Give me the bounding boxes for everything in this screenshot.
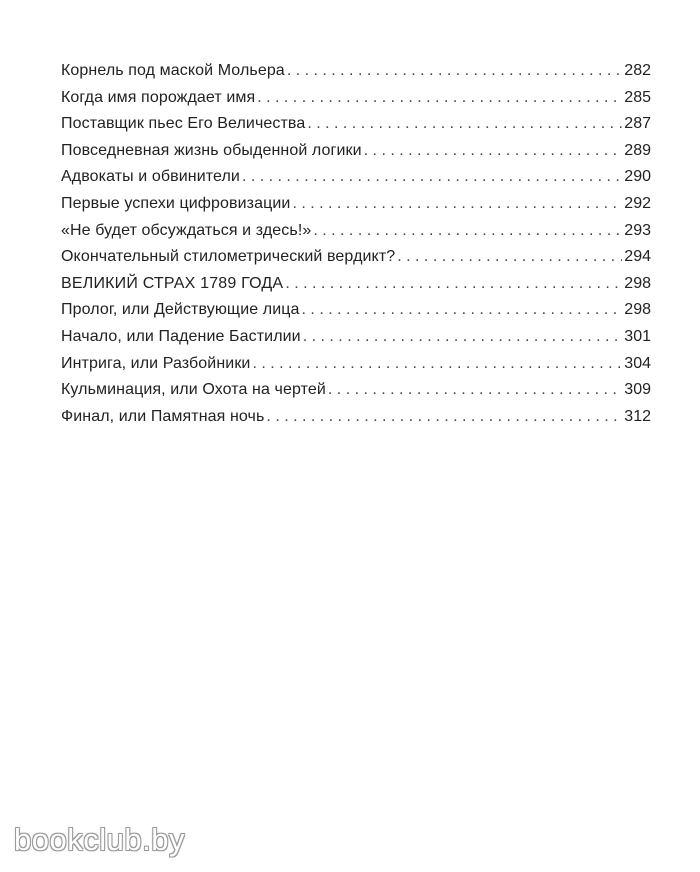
toc-entry-page: 292 xyxy=(624,194,651,212)
toc-entry xyxy=(61,297,651,324)
toc-entry xyxy=(61,191,651,218)
toc-dot-leader xyxy=(313,218,622,245)
toc-entry-title: Поставщик пьес Его Величества xyxy=(61,115,306,133)
toc-entry xyxy=(61,111,651,138)
toc-dot-leader xyxy=(257,85,622,112)
toc-entry-page: 293 xyxy=(624,221,651,239)
toc-dot-leader xyxy=(328,377,622,404)
toc-entry-title: Интрига, или Разбойники xyxy=(61,354,251,372)
toc-entry xyxy=(61,58,651,85)
toc-dot-leader xyxy=(287,58,622,85)
toc-dot-leader xyxy=(242,164,622,191)
toc-dot-leader xyxy=(292,191,622,218)
table-of-contents xyxy=(61,58,651,430)
toc-entry-page: 285 xyxy=(624,88,651,106)
toc-entry xyxy=(61,324,651,351)
toc-entry xyxy=(61,164,651,191)
toc-entry-title: Окончательный стилометрический вердикт? xyxy=(61,248,396,266)
toc-entry-page: 298 xyxy=(624,301,651,319)
toc-entry xyxy=(61,377,651,404)
toc-section-entry xyxy=(61,271,651,298)
toc-section-title: ВЕЛИКИЙ СТРАХ 1789 ГОДА xyxy=(61,274,284,292)
toc-entry-page: 298 xyxy=(624,274,651,292)
toc-entry-title: «Не будет обсуждаться и здесь!» xyxy=(61,221,312,239)
toc-entry-title: Повседневная жизнь обыденной логики xyxy=(61,141,362,159)
toc-entry xyxy=(61,351,651,378)
toc-entry-title: Корнель под маской Мольера xyxy=(61,62,285,79)
toc-entry-title: Кульминация, или Охота на чертей xyxy=(61,381,326,399)
toc-entry-title: Пролог, или Действующие лица xyxy=(61,301,300,319)
toc-dot-leader xyxy=(285,271,622,298)
toc-entry-title: Когда имя порождает имя xyxy=(61,88,256,106)
toc-entry xyxy=(61,85,651,112)
toc-entry-title: Финал, или Памятная ночь xyxy=(61,407,265,425)
toc-entry-page: 301 xyxy=(624,327,651,345)
toc-entry-page: 282 xyxy=(624,62,651,79)
toc-dot-leader xyxy=(303,324,623,351)
toc-entry-page: 289 xyxy=(624,141,651,159)
toc-entry-page: 312 xyxy=(624,407,651,425)
toc-entry xyxy=(61,404,651,431)
toc-entry-title: Первые успехи цифровизации xyxy=(61,194,291,212)
watermark: bookclub.by xyxy=(14,822,185,857)
toc-entry-page: 287 xyxy=(624,115,651,133)
toc-entry xyxy=(61,244,651,271)
toc-dot-leader xyxy=(302,297,623,324)
toc-entry-page: 309 xyxy=(624,381,651,399)
toc-dot-leader xyxy=(364,138,623,165)
toc-entry-page: 290 xyxy=(624,168,651,186)
toc-dot-leader xyxy=(266,404,622,431)
toc-dot-leader xyxy=(397,244,622,271)
toc-entry-page: 294 xyxy=(624,248,651,266)
toc-entry xyxy=(61,218,651,245)
toc-entry-page: 304 xyxy=(624,354,651,372)
toc-entry-title: Начало, или Падение Бастилии xyxy=(61,327,301,345)
toc-dot-leader xyxy=(252,351,622,378)
toc-entry-title: Адвокаты и обвинители xyxy=(61,168,240,186)
toc-dot-leader xyxy=(307,111,622,138)
toc-entry xyxy=(61,138,651,165)
